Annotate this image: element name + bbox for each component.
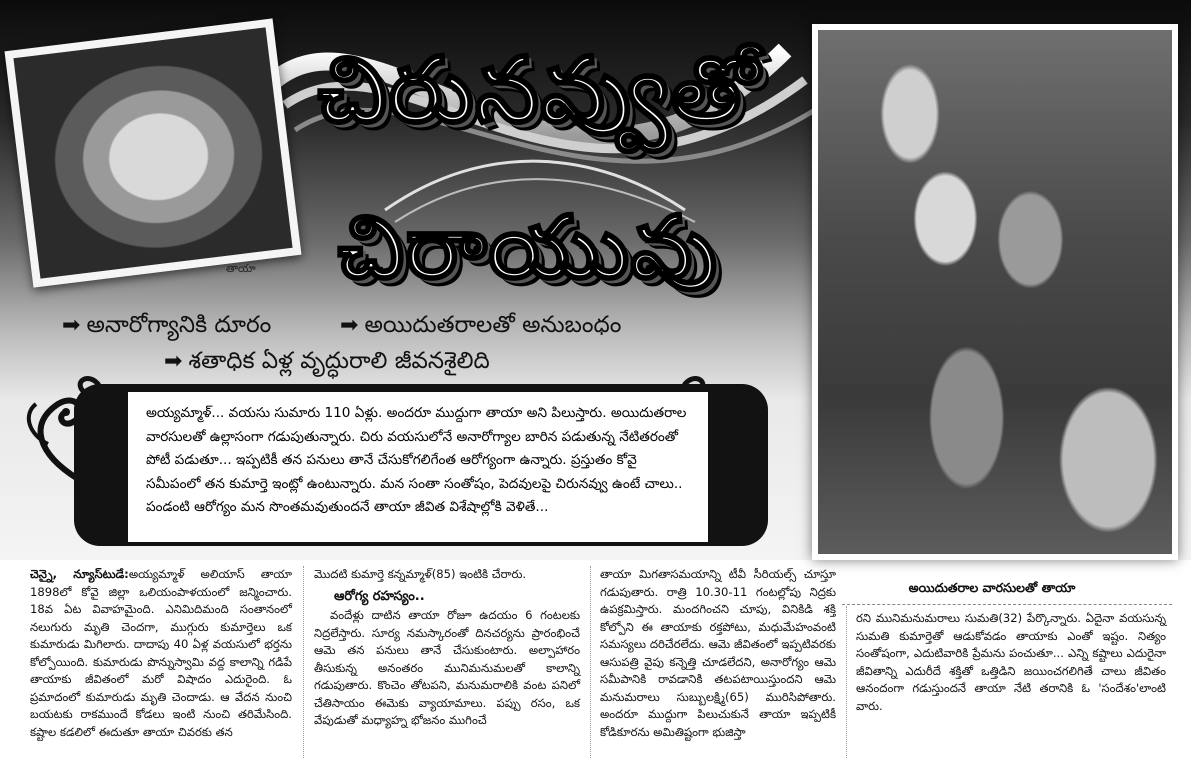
lede-paragraph: అయ్యమ్మాళ్... వయసు సుమారు 110 ఏళ్లు. అందరూ ముద్దుగా తాయా అని పిలుస్తారు. అయిదుతరాల వారసులతో ఉల్లాసంగా గడుపుతున్నారు. చిరు వయసులోనే అనారోగ్యాల బారిన పడుతున్న నేటితరంతో పోటీ పడుతూ... ఇప్పటికీ తన పనులు తానే చేసుకోగలిగేంత ఆరోగ్యంగా ఉన్నారు. ప్రస్తుతం కోవై సమీపంలో తన కుమార్తె ఇంట్లో ఉంటున్నారు. మన సంతా సంతోషం, పెదవులపై చిరునవ్వు ఉంటే చాలు.. పండంటి ఆరోగ్యం మన సొంతమవుతుందనే తాయా జీవిత విశేషాల్లోకి వెళితే... bbox=[128, 392, 708, 542]
headline-line-1: చిరునవ్వుతో bbox=[318, 38, 761, 143]
column-2-text-2: వందేళ్లు దాటిన తాయా రోజూ ఉదయం 6 గంటలకు నిద్రలేస్తారు. సూర్య నమస్కారంతో దినచర్యను ప్రారంభించే ఆమె తన పనులు తానే చేసుకుంటారు. అల్పాహారం తీసుకున్న అనంతరం మునిమనుమలతో కాలాన్ని గడుపుతారు. కొంచెం తోటపని, మనుమరాలికి వంట పనిలో చేతిసాయం ఈమెకు వ్యాయామాలు. పప్పు రసం, ఒక వేపుడుతో మధ్యాహ్న భోజనం ముగించే bbox=[314, 608, 580, 727]
column-divider bbox=[590, 566, 591, 758]
subhead-2 bbox=[340, 312, 621, 344]
subhead-1-text: అనారోగ్యానికి దూరం bbox=[86, 312, 272, 338]
subhead-1 bbox=[62, 312, 271, 344]
article-column-2 bbox=[314, 566, 580, 730]
column-2-text-1: మొదటి కుమార్తె కన్నమ్మాళ్(85) ఇంటికి చేరారు. bbox=[314, 567, 527, 581]
elderly-woman-portrait-image bbox=[13, 27, 292, 278]
five-generations-family-image bbox=[818, 30, 1172, 554]
column-divider bbox=[303, 566, 304, 758]
column-1-text: అయ్యమ్మాళ్ అలియాస్ తాయా 1898లో కోవై జిల్లా ఒలియంపాళయంలో జన్మించారు. 18వ ఏట వివాహమైంది. ఎనిమిదిమంది సంతానంలో నలుగురు మృతి చెందగా, ముగ్గురు కుమార్తెలు ఒక కుమారుడు మిగిలారు. దాదాపు 40 ఏళ్ల వయసులో భర్తను కోల్పోయింది. కుమారుడు పొన్నుస్వామి వద్ద కాలాన్ని గడిపే తాయాకు జీవితంలో మరో విషాదం ఎదురైంది. ఓ ప్రమాదంలో కుమారుడు మృతి చెందాడు. ఆ వేదన నుంచి బయటకు రాకముందే కోడలు ఇంటి నుంచి తరిమేసింది. కష్టాల కడలిలో ఈదుతూ తాయా చివరకు తన bbox=[30, 567, 293, 739]
subhead-3-text: శతాధిక ఏళ్ల వృద్ధురాలి జీవనశైలిది bbox=[188, 348, 490, 374]
subhead-3 bbox=[164, 348, 490, 380]
article-column-4 bbox=[856, 610, 1166, 715]
article-column-1 bbox=[30, 566, 292, 741]
article-column-3 bbox=[600, 566, 836, 741]
arrow-right-icon: ➡ bbox=[62, 313, 81, 338]
family-photo-frame bbox=[812, 24, 1178, 560]
dateline: చెన్నై, న్యూస్‌టుడే: bbox=[30, 567, 129, 581]
family-photo-caption: అయిదుతరాల వారసులతో తాయా bbox=[908, 580, 1076, 595]
arrow-right-icon: ➡ bbox=[164, 349, 183, 374]
column-3-text: తాయా మిగతాసమయాన్ని టీవీ సీరియల్స్ చూస్తూ గడుపుతారు. రాత్రి 10.30-11 గంటల్లోపు నిద్రకు ఉపక్రమిస్తారు. మందగించని చూపు, వినికిడి శక్తి కోల్పోని ఈ తాయాకు రక్తపోటు, మధుమేహంవంటి సమస్యలు దరిచేరలేదు. ఆమె జీవితంలో ఇప్పటివరకు ఆసుపత్రి వైపు కన్నెత్తి చూడలేదని, అనారోగ్యం ఆమె సమీపానికి రావడానికి తటపటాయిస్తుందని ఆమె మనుమరాలు సుబ్బులక్ష్మి(65) మురిసిపోతారు. అందరూ ముద్దుగా పిలుచుకునే తాయా ఇప్పటికీ కోడికూరను అమితిష్టంగా భుజిస్తా bbox=[600, 567, 836, 739]
subhead-2-text: అయిదుతరాలతో అనుబంధం bbox=[364, 312, 622, 338]
health-secret-subheading: ఆరోగ్య రహస్యం.. bbox=[334, 588, 425, 604]
portrait-photo-frame bbox=[5, 18, 302, 287]
portrait-caption: తాయా bbox=[226, 262, 256, 275]
column-4-text: రని మునిమనుమరాలు సుమతి(32) పేర్కొన్నారు. ఏదైనా వయసున్న సుమతి కుమార్తెతో ఆడుకోవడం తాయాకు ఎంతో ఇష్టం. నిత్యం సంతోషంగా, ఎదుటివారికి ప్రేమను పంచుతూ... ఎన్ని కష్టాలు ఎదురైనా జీవితాన్ని ఎదురీదే శక్తితో ఒత్తిడిని జయించగలిగితే చాలు జీవితం ఆనందంగా గడుస్తుందనే తాయా నేటి తరానికి ఓ 'సందేశం'లాంటి వారు. bbox=[856, 611, 1166, 713]
caption-divider bbox=[842, 604, 1172, 605]
headline-line-2: చిరాయువు bbox=[338, 198, 719, 298]
column-divider bbox=[846, 606, 847, 758]
arrow-right-icon: ➡ bbox=[340, 313, 359, 338]
